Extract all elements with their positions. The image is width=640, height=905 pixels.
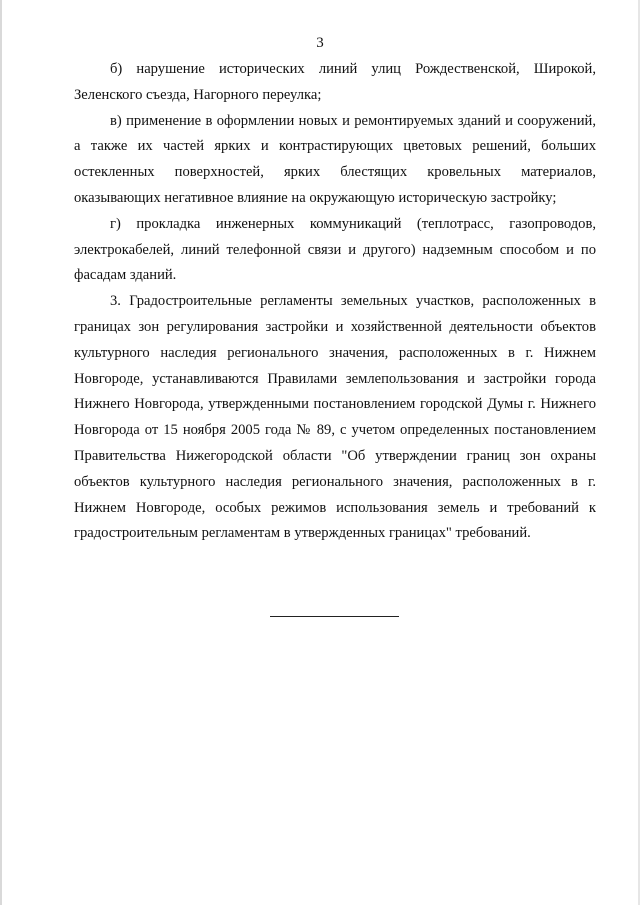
document-body <box>74 57 596 547</box>
closing-separator-line <box>270 616 399 617</box>
paragraph-v: в) применение в оформлении новых и ремонтируемых зданий и сооружений, а также их частей ярких и контрастирующих цветовых решений, больших остекленных поверхностей, ярких блестящих кровельных материалов, оказывающих негативное влияние на окружающую историческую застройку; <box>74 112 596 206</box>
paragraph-g: г) прокладка инженерных коммуникаций (теплотрасс, газопроводов, электрокабелей, линий телефонной связи и другого) надземным способом и по фасадам зданий. <box>74 215 596 284</box>
page-number: 3 <box>316 35 324 51</box>
paragraph-3: 3. Градостроительные регламенты земельных участков, расположенных в границах зон регулирования застройки и хозяйственной деятельности объектов культурного наследия регионального значения, расположенных в г. Нижнем Новгороде, устанавливаются Правилами землепользования и застройки города Нижнего Новгорода, утвержденными постановлением городской Думы г. Нижнего Новгорода от 15 ноября 2005 года № 89, с учетом определенных постановлением Правительства Нижегородской области "Об утверждении границ зон охраны объектов культурного наследия регионального значения, расположенных в г. Нижнем Новгороде, особых режимов использования земель и требований к градостроительным регламентам в утвержденных границах" требований. <box>74 293 596 542</box>
paragraph-b: б) нарушение исторических линий улиц Рождественской, Широкой, Зеленского съезда, Нагорного переулка; <box>74 61 596 103</box>
scan-edge-left <box>0 0 2 905</box>
